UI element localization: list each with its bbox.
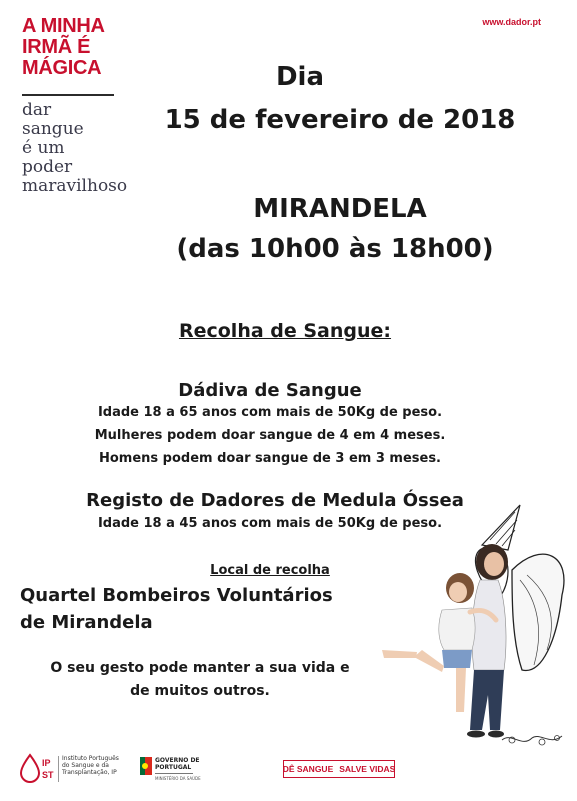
older-sister-body	[472, 580, 506, 670]
older-sister-jeans	[470, 670, 504, 730]
logo-subtitle-line: dar	[22, 100, 52, 120]
ipst-logo	[20, 753, 56, 783]
marrow-registry-heading: Registo de Dadores de Medula Óssea	[86, 490, 464, 511]
government-line: GOVERNO DE	[155, 757, 200, 764]
logo-title-line: A MINHA	[22, 15, 105, 37]
blood-donation-line: Homens podem doar sangue de 3 em 3 meses.	[98, 451, 441, 466]
marrow-registry-line: Idade 18 a 45 anos com mais de 50Kg de peso.	[97, 516, 443, 531]
logo-subtitle-line: sangue	[22, 119, 84, 139]
logo-subtitle-line: é um	[22, 138, 65, 158]
location-line: de Mirandela	[20, 612, 153, 633]
sisters-illustration	[372, 500, 572, 765]
younger-sister-shorts	[442, 650, 472, 668]
ipst-abbrev-bottom: ST	[42, 770, 54, 780]
blood-drop-icon	[21, 755, 39, 782]
slogan-right: SALVE VIDAS	[339, 764, 396, 774]
fairy-wing-right	[512, 554, 564, 670]
footer-divider	[58, 756, 59, 782]
older-sister-face	[484, 552, 504, 576]
event-hours: (das 10h00 às 18h00)	[176, 234, 494, 264]
ministry-label: MINISTÉRIO DA SAÚDE	[155, 776, 201, 781]
blood-donation-heading: Dádiva de Sangue	[178, 380, 362, 401]
younger-sister-face	[449, 582, 467, 602]
ipst-name	[62, 755, 142, 776]
website-url[interactable]: www.dador.pt	[482, 17, 541, 27]
logo-title-line: IRMÃ É	[22, 36, 91, 58]
government-logo-text	[155, 757, 200, 771]
slogan-left: DÊ SANGUE	[282, 764, 334, 774]
location-line: Quartel Bombeiros Voluntários	[20, 585, 333, 606]
logo-underline	[22, 94, 114, 96]
portugal-flag-icon	[140, 757, 152, 775]
blood-donation-line: Mulheres podem doar sangue de 4 em 4 meses.	[94, 428, 446, 443]
ipst-name-line: do Sangue e da	[62, 762, 109, 769]
closing-message-line: O seu gesto pode manter a sua vida e	[50, 660, 350, 676]
logo-subtitle-line: poder	[22, 157, 73, 177]
campaign-logo-title	[22, 16, 132, 79]
campaign-logo-subtitle	[22, 101, 127, 196]
event-date: 15 de fevereiro de 2018	[164, 105, 516, 135]
closing-message-line: de muitos outros.	[130, 683, 270, 699]
ipst-name-line: Instituto Português	[62, 755, 119, 762]
government-divider	[155, 773, 193, 774]
ipst-name-line: Transplantação, IP	[62, 769, 117, 776]
ipst-abbrev-top: IP	[42, 758, 51, 768]
event-day-label: Dia	[275, 62, 325, 92]
location-label: Local de recolha	[210, 563, 330, 578]
government-line: PORTUGAL	[155, 764, 192, 771]
logo-subtitle-line: maravilhoso	[22, 176, 128, 196]
logo-title-line: MÁGICA	[22, 57, 102, 79]
blood-donation-line: Idade 18 a 65 anos com mais de 50Kg de peso.	[97, 405, 443, 420]
slogan-badge	[283, 760, 395, 778]
event-city: MIRANDELA	[253, 194, 427, 224]
section-title: Recolha de Sangue:	[178, 320, 392, 342]
